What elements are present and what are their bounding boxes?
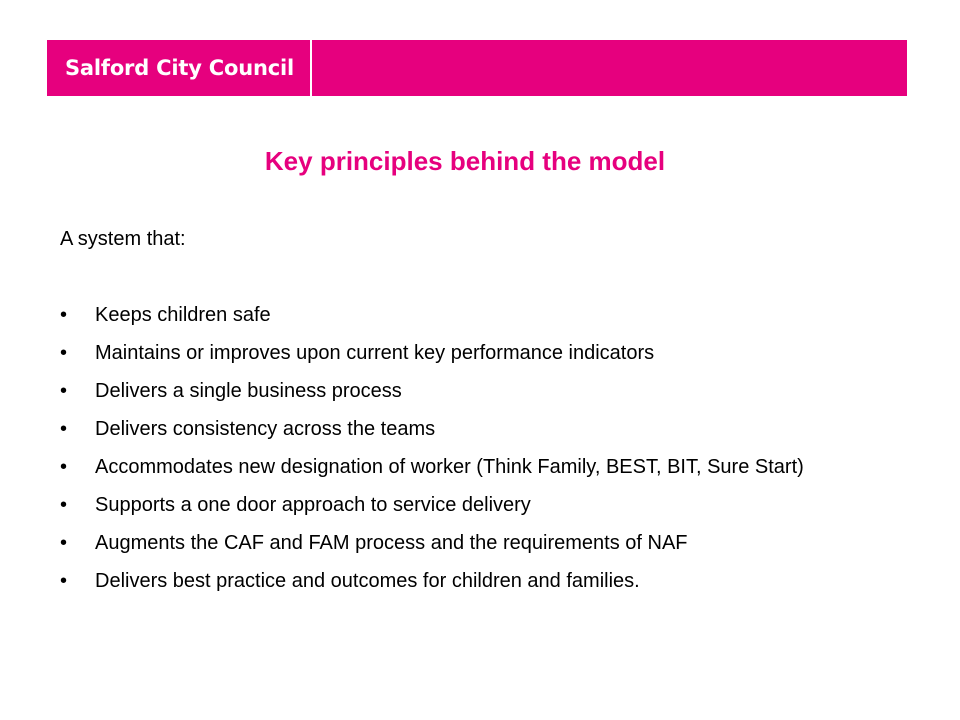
bullet-icon: •	[60, 456, 68, 478]
bullet-text: Maintains or improves upon current key performance indicators	[95, 342, 655, 364]
bullet-icon: •	[60, 418, 68, 440]
bullet-item	[60, 569, 880, 593]
intro-text: A system that:	[60, 228, 186, 250]
header-banner	[47, 40, 907, 96]
bullet-item	[60, 417, 880, 441]
bullet-icon: •	[60, 380, 68, 402]
bullet-item	[60, 455, 880, 479]
bullet-item	[60, 493, 880, 517]
bullet-icon: •	[60, 570, 68, 592]
bullet-icon: •	[60, 342, 68, 364]
council-logo	[47, 40, 312, 96]
bullet-text: Keeps children safe	[95, 304, 271, 326]
bullet-item	[60, 303, 880, 327]
bullet-icon: •	[60, 304, 68, 326]
bullet-text: Supports a one door approach to service delivery	[95, 494, 531, 516]
bullet-list	[60, 303, 880, 607]
bullet-icon: •	[60, 494, 68, 516]
bullet-text: Delivers a single business process	[95, 380, 402, 402]
bullet-text: Delivers consistency across the teams	[95, 418, 436, 440]
bullet-item	[60, 379, 880, 403]
bullet-text: Delivers best practice and outcomes for children and families.	[95, 570, 640, 592]
slide-title: Key principles behind the model	[264, 146, 666, 176]
bullet-text: Accommodates new designation of worker (Think Family, BEST, BIT, Sure Start)	[95, 456, 804, 478]
bullet-item	[60, 531, 880, 555]
banner-fill	[312, 40, 907, 96]
bullet-text: Augments the CAF and FAM process and the requirements of NAF	[95, 532, 688, 554]
bullet-item	[60, 341, 880, 365]
logo-text: Salford City Council	[65, 56, 294, 80]
bullet-icon: •	[60, 532, 68, 554]
